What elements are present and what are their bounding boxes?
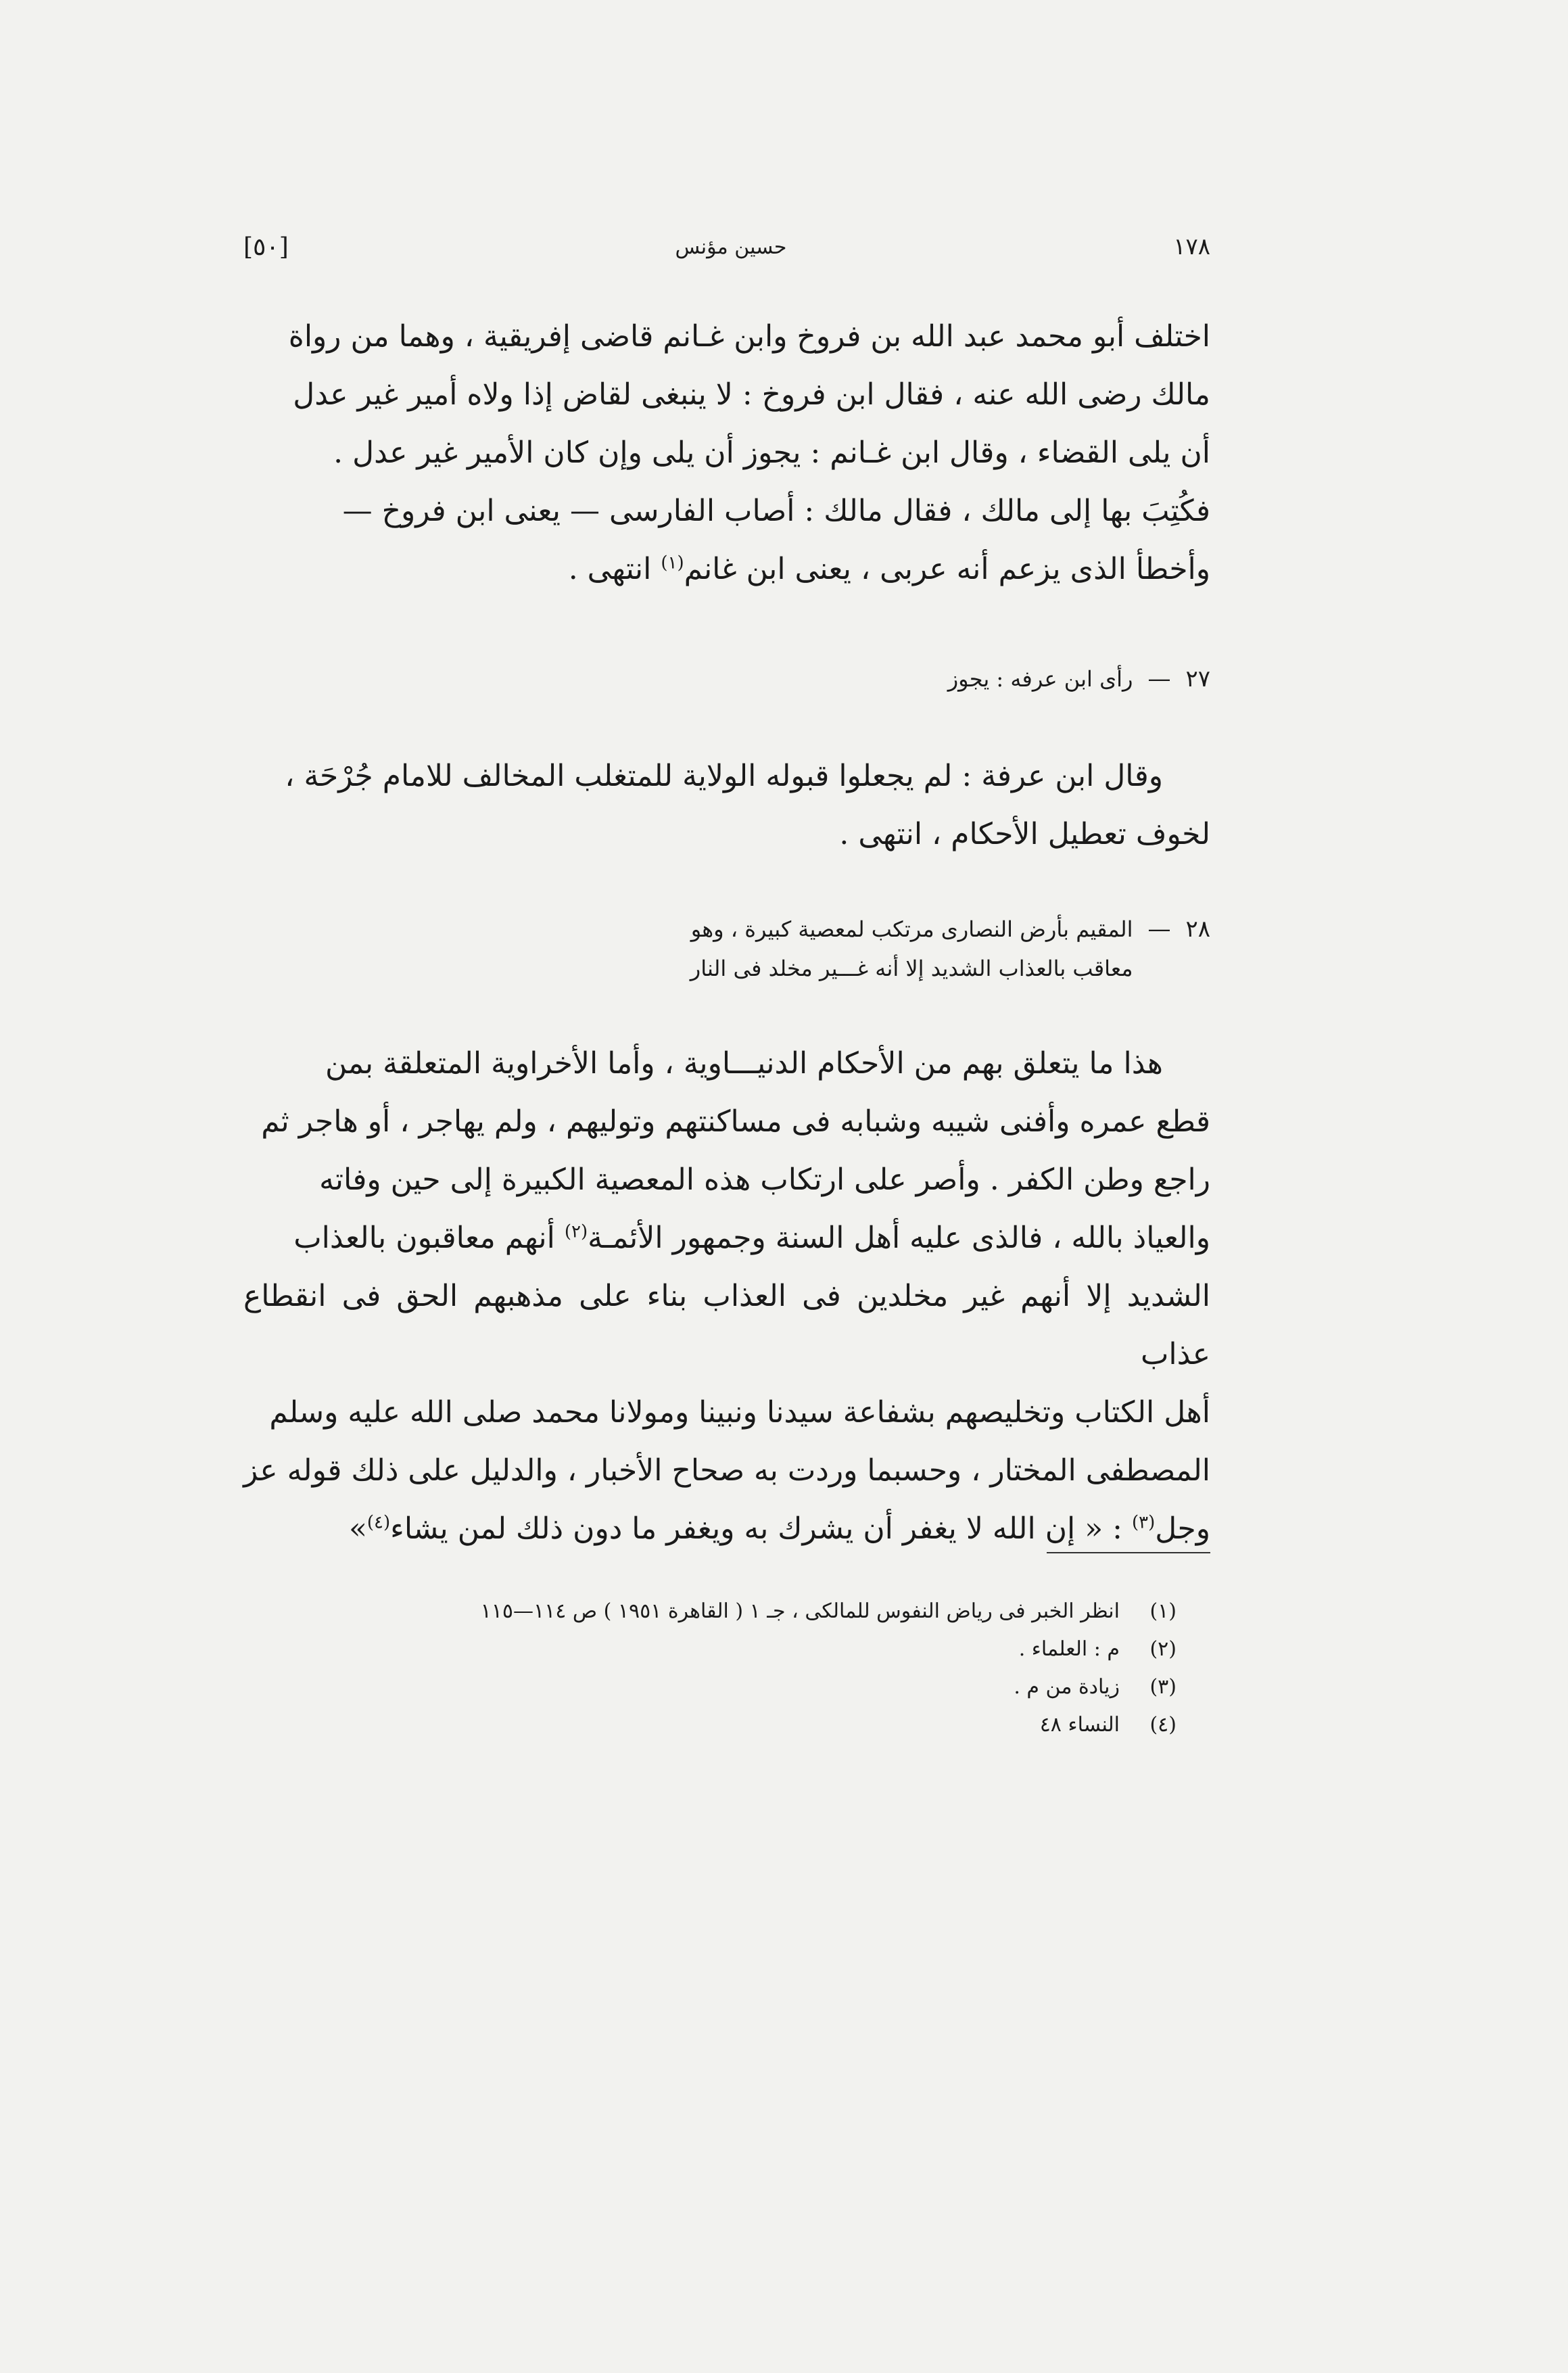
heading-line	[243, 910, 1210, 988]
footnote-number: (٣)	[1149, 1675, 1177, 1699]
text-segment: وجل	[1155, 1511, 1210, 1546]
text-line: الشديد إلا أنهم غير مخلدين فى العذاب بناء على مذهبهم الحق فى انقطاع عذاب	[243, 1279, 1210, 1371]
text-line: اختلف أبو محمد عبد الله بن فروخ وابن غـانم قاضى إفريقية ، وهما من رواة	[288, 319, 1210, 354]
text-line: هذا ما يتعلق بهم من الأحكام الدنيـــاوية ، وأما الأخراوية المتعلقة بمن	[325, 1046, 1163, 1081]
section-28-paragraph	[243, 1035, 1210, 1558]
footnote-ref: (٤)	[366, 1512, 391, 1533]
page-number: ١٧٨	[1173, 233, 1210, 260]
intro-paragraph	[243, 308, 1210, 598]
section-number: ٢٧	[1185, 665, 1210, 692]
text-line: راجع وطن الكفر . وأصر على ارتكاب هذه المعصية الكبيرة إلى حين وفاته	[319, 1162, 1210, 1197]
text-segment: أنهم معاقبون بالعذاب	[293, 1221, 565, 1255]
author-name: حسين مؤنس	[675, 235, 787, 259]
heading-text: معاقب بالعذاب الشديد إلا أنه غـــير مخلد فى النار	[690, 956, 1133, 981]
original-page-marker: [٥٠]	[243, 233, 289, 261]
footnote-ref: (٢)	[564, 1221, 588, 1242]
text-line: أن يلى القضاء ، وقال ابن غـانم : يجوز أن يلى وإن كان الأمير غير عدل .	[333, 436, 1210, 470]
text-line: لخوف تعطيل الأحكام ، انتهى .	[839, 817, 1210, 851]
text-segment: والعياذ بالله ، فالذى عليه أهل السنة وجمهور الأئمـة	[588, 1221, 1210, 1255]
footnote-ref: (١)	[661, 553, 684, 573]
heading-text-block	[690, 910, 1133, 988]
footnote-item	[243, 1593, 1177, 1630]
footnote-number: (٤)	[1149, 1713, 1177, 1737]
text-line: أهل الكتاب وتخليصهم بشفاعة سيدنا ونبينا ومولانا محمد صلى الله عليه وسلم	[269, 1395, 1210, 1430]
text-line	[243, 1500, 1210, 1558]
text-line	[243, 1209, 1210, 1267]
footnote-divider	[1047, 1552, 1210, 1553]
text-segment: وأخطأ الذى يزعم أنه عربى ، يعنى ابن غانم	[684, 552, 1210, 586]
section-27-paragraph	[243, 747, 1210, 864]
heading-dash: —	[1147, 665, 1171, 692]
text-line: وقال ابن عرفة : لم يجعلوا قبوله الولاية للمتغلب المخالف للامام جُرْحَة ،	[285, 759, 1163, 793]
footnotes	[243, 1593, 1177, 1744]
text-line: مالك رضى الله عنه ، فقال ابن فروخ : لا ينبغى لقاض إذا ولاه أمير غير عدل	[293, 377, 1210, 412]
section-heading-27	[243, 659, 1210, 699]
running-header	[243, 227, 1210, 267]
text-line: فكُتِبَ بها إلى مالك ، فقال مالك : أصاب الفارسى — يعنى ابن فروخ —	[342, 494, 1210, 528]
text-segment: انتهى .	[568, 552, 661, 586]
footnote-text: النساء ٤٨	[1039, 1713, 1120, 1737]
heading-dash: —	[1147, 916, 1171, 943]
text-line: قطع عمره وأفنى شيبه وشبابه فى مساكنتهم وتوليهم ، ولم يهاجر ، أو هاجر ثم	[261, 1104, 1210, 1139]
footnote-text: انظر الخبر فى رياض النفوس للمالكى ، جـ ١ ( القاهرة ١٩٥١ ) ص ١١٤—١١٥	[480, 1599, 1120, 1623]
footnote-item	[243, 1668, 1177, 1706]
text-line	[243, 540, 1210, 598]
footnote-number: (٢)	[1149, 1637, 1177, 1661]
footnote-text: زيادة من م .	[1014, 1675, 1120, 1699]
section-number: ٢٨	[1185, 916, 1210, 943]
footnote-item	[243, 1630, 1177, 1668]
heading-text: المقيم بأرض النصارى مرتكب لمعصية كبيرة ، وهو	[690, 916, 1133, 942]
heading-line	[243, 659, 1210, 699]
text-segment: : « إن الله لا يغفر أن يشرك به ويغفر ما دون ذلك لمن يشاء	[390, 1511, 1132, 1546]
footnote-text: م : العلماء .	[1018, 1637, 1120, 1661]
heading-text: رأى ابن عرفه : يجوز	[947, 666, 1133, 692]
text-line: المصطفى المختار ، وحسبما وردت به صحاح الأخبار ، والدليل على ذلك قوله عز	[243, 1453, 1210, 1488]
footnote-number: (١)	[1149, 1599, 1177, 1623]
text-segment: »	[348, 1511, 367, 1546]
section-heading-28	[243, 910, 1210, 988]
footnote-ref: (٣)	[1131, 1512, 1156, 1533]
footnote-item	[243, 1706, 1177, 1744]
